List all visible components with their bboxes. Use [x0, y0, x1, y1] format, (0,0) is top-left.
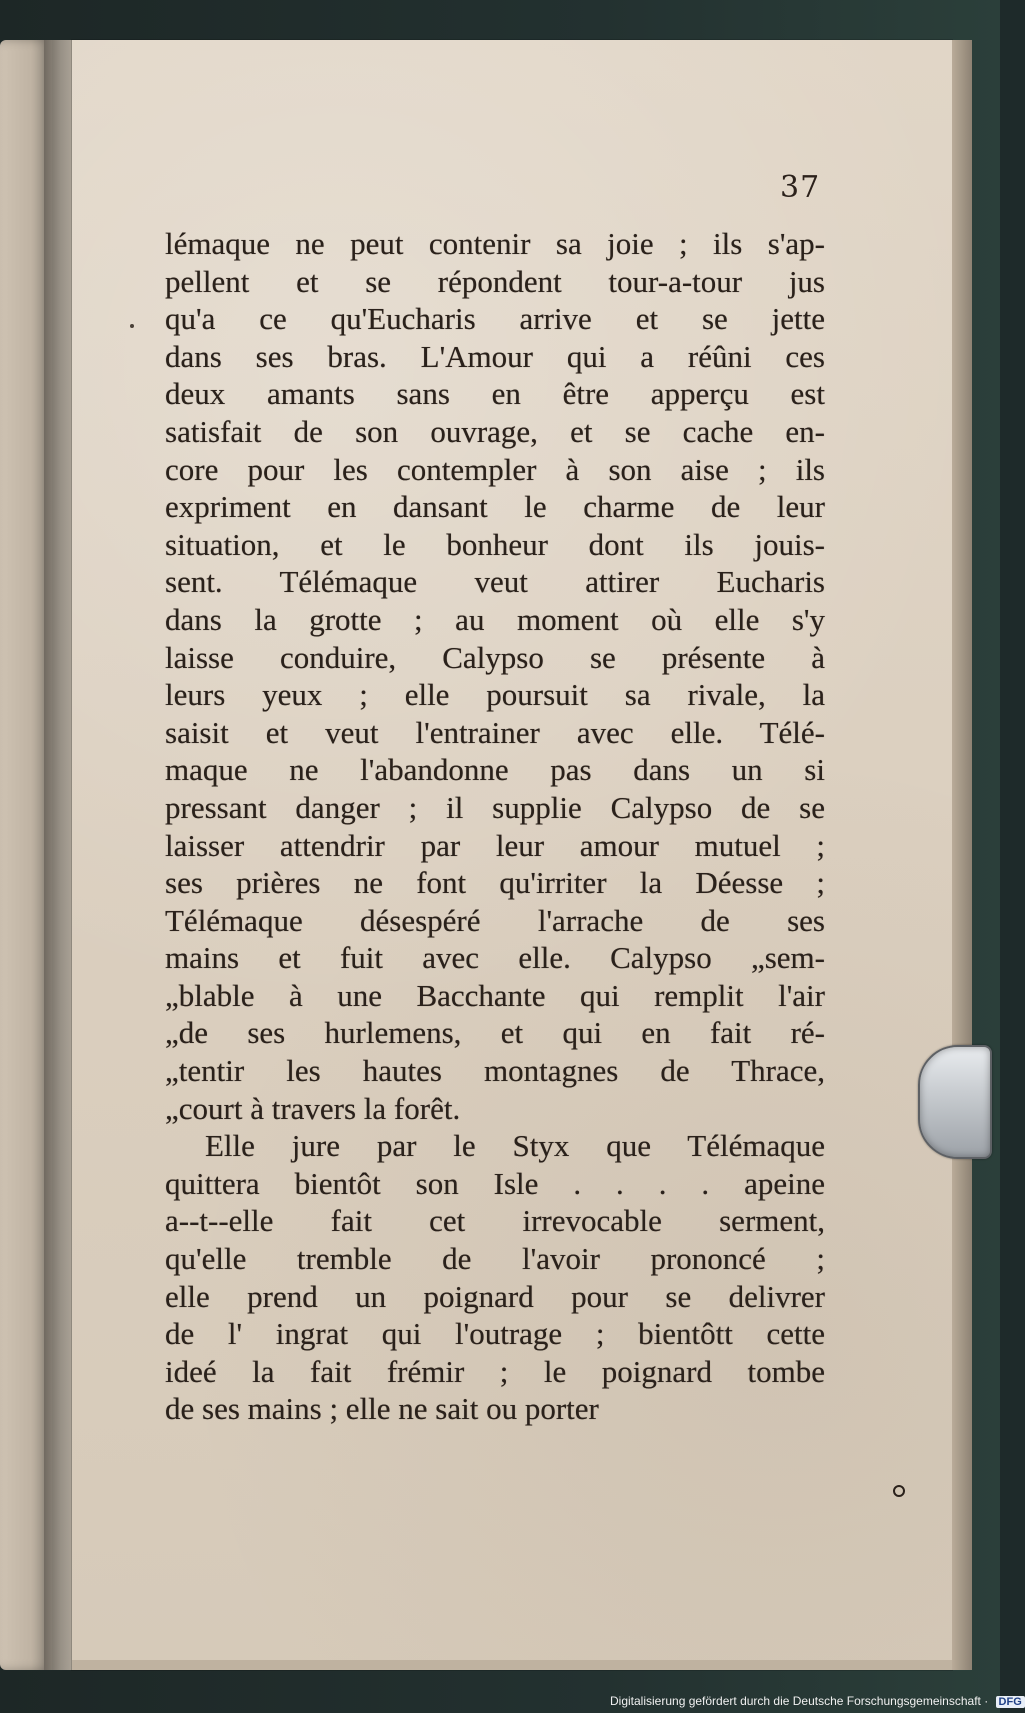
- text-line: situation, et le bonheur dont ils jouis-: [165, 526, 825, 562]
- text-line: pressant danger ; il supplie Calypso de se: [165, 789, 825, 825]
- text-line: „court à travers la forêt.: [165, 1090, 461, 1126]
- text-line: laisser attendrir par leur amour mutuel ;: [165, 827, 825, 863]
- page-text: [165, 225, 825, 1428]
- text-line: „de ses hurlemens, et qui en fait ré-: [165, 1015, 825, 1051]
- text-line: deux amants sans en être apperçu est: [165, 376, 825, 412]
- page-right-edge: [952, 40, 972, 1670]
- stray-mark: [893, 1485, 905, 1497]
- metal-clip: [918, 1045, 992, 1159]
- text-line: lémaque ne peut contenir sa joie ; ils s'ap-: [165, 226, 825, 261]
- text-line: qu'elle tremble de l'avoir prononcé ;: [165, 1241, 825, 1277]
- text-line: a--t--elle fait cet irrevocable serment,: [165, 1203, 825, 1239]
- text-line: de ses mains ; elle ne sait ou porter: [165, 1391, 599, 1427]
- text-line: de l' ingrat qui l'outrage ; bientôtt cette: [165, 1316, 825, 1352]
- text-line: qu'a ce qu'Eucharis arrive et se jette: [165, 301, 825, 337]
- text-line: mains et fuit avec elle. Calypso „sem-: [165, 940, 825, 976]
- text-line: maque ne l'abandonne pas dans un si: [165, 752, 825, 788]
- text-line: dans ses bras. L'Amour qui a réûni ces: [165, 338, 825, 374]
- margin-dot: [130, 324, 134, 328]
- text-line: satisfait de son ouvrage, et se cache en-: [165, 413, 825, 449]
- text-line: ses prières ne font qu'irriter la Déesse ;: [165, 865, 825, 901]
- text-line: expriment en dansant le charme de leur: [165, 489, 825, 525]
- page-bottom-strip: [72, 1660, 952, 1670]
- text-line: quittera bientôt son Isle . . . . apeine: [165, 1165, 825, 1201]
- text-line: „blable à une Bacchante qui remplit l'air: [165, 977, 825, 1013]
- digitization-footer: [610, 1694, 1025, 1708]
- text-line: ideé la fait frémir ; le poignard tombe: [165, 1353, 825, 1389]
- text-line: sent. Télémaque veut attirer Eucharis: [165, 564, 825, 600]
- text-line: pellent et se répondent tour-a-tour jus: [165, 263, 825, 299]
- text-line: Elle jure par le Styx que Télémaque: [205, 1128, 825, 1164]
- text-line: saisit et veut l'entrainer avec elle. Télé-: [165, 714, 825, 750]
- text-line: elle prend un poignard pour se delivrer: [165, 1278, 825, 1314]
- dfg-logo: DFG: [996, 1696, 1025, 1708]
- text-line: Télémaque désespéré l'arrache de ses: [165, 902, 825, 938]
- text-line: dans la grotte ; au moment où elle s'y: [165, 601, 825, 637]
- footer-text: Digitalisierung gefördert durch die Deutsche Forschungsgemeinschaft ·: [610, 1694, 989, 1708]
- text-line: laisse conduire, Calypso se présente à: [165, 639, 825, 675]
- text-line: core pour les contempler à son aise ; ils: [165, 451, 825, 487]
- page-number: 37: [780, 170, 821, 205]
- text-line: „tentir les hautes montagnes de Thrace,: [165, 1053, 825, 1089]
- text-line: leurs yeux ; elle poursuit sa rivale, la: [165, 677, 825, 713]
